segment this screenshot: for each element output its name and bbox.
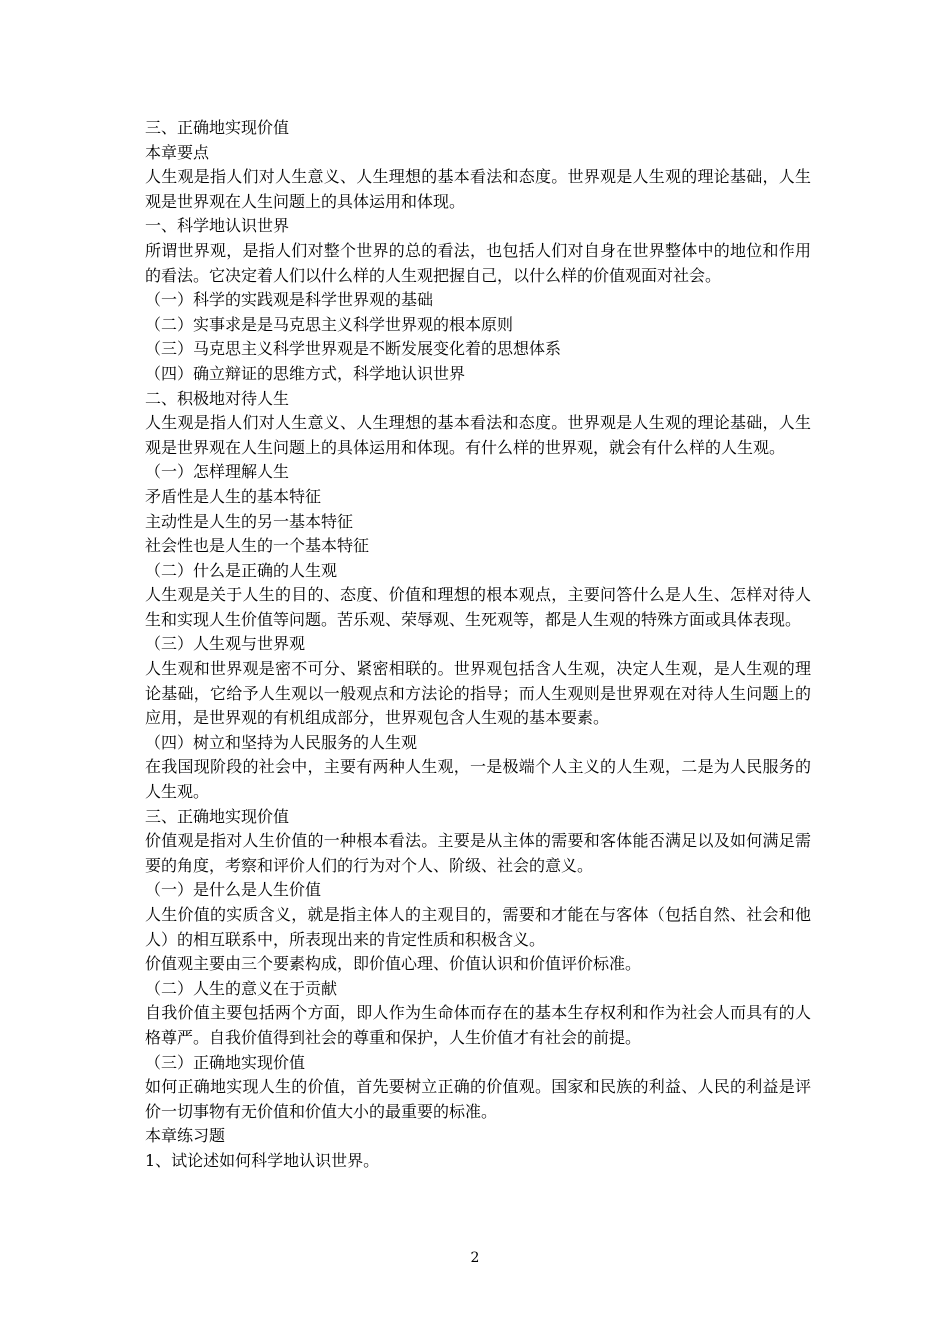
section-heading: 一、科学地认识世界 <box>145 216 290 236</box>
subsection-heading: （三）正确地实现价值 <box>145 1052 306 1072</box>
subsection-heading: （三）人生观与世界观 <box>145 634 306 654</box>
paragraph: 人生价值的实质含义，就是指主体人的主观目的，需要和才能在与客体（包括自然、社会和他人）的相互联系中，所表现出来的肯定性质和积极含义。 <box>145 905 811 949</box>
subsection-heading: （三）马克思主义科学世界观是不断发展变化着的思想体系 <box>145 339 562 359</box>
paragraph: 自我价值主要包括两个方面，即人作为生命体而存在的基本生存权利和作为社会人而具有的人格尊严。自我价值得到社会的尊重和保护，人生价值才有社会的前提。 <box>145 1003 811 1047</box>
text-line: 主动性是人生的另一基本特征 <box>145 511 354 531</box>
paragraph: 所谓世界观，是指人们对整个世界的总的看法，也包括人们对自身在世界整体中的地位和作用的看法。它决定着人们以什么样的人生观把握自己，以什么样的价值观面对社会。 <box>145 240 811 285</box>
document-body <box>145 116 811 1174</box>
subsection-heading: （一）科学的实践观是科学世界观的基础 <box>145 290 434 310</box>
section-heading: 三、正确地实现价值 <box>145 118 290 137</box>
subsection-heading: （四）树立和坚持为人民服务的人生观 <box>145 732 418 752</box>
subsection-heading: （二）人生的意义在于贡献 <box>145 978 338 998</box>
paragraph: 人生观和世界观是密不可分、紧密相联的。世界观包括含人生观，决定人生观，是人生观的理论基础，它给予人生观以一般观点和方法论的指导；而人生观则是世界观在对待人生问题上的应用，是世界观的有机组成部分，世界观包含人生观的基本要素。 <box>145 659 811 728</box>
section-heading: 二、积极地对待人生 <box>145 388 290 408</box>
subsection-heading: （一）怎样理解人生 <box>145 462 290 482</box>
text-line: 矛盾性是人生的基本特征 <box>145 486 322 506</box>
subsection-heading: （四）确立辩证的思维方式，科学地认识世界 <box>145 363 466 383</box>
paragraph: 在我国现阶段的社会中，主要有两种人生观，一是极端个人主义的人生观，二是为人民服务的人生观。 <box>145 757 811 802</box>
exercise-question: 1、试论述如何科学地认识世界。 <box>145 1150 380 1170</box>
subsection-heading: （二）实事求是是马克思主义科学世界观的根本原则 <box>145 314 514 334</box>
text-line: 价值观主要由三个要素构成，即价值心理、价值认识和价值评价标准。 <box>145 954 642 974</box>
paragraph: 人生观是指人们对人生意义、人生理想的基本看法和态度。世界观是人生观的理论基础，人生观是世界观在人生问题上的具体运用和体现。 <box>145 167 811 211</box>
paragraph: 人生观是关于人生的目的、态度、价值和理想的根本观点，主要问答什么是人生、怎样对待人生和实现人生价值等问题。苦乐观、荣辱观、生死观等，都是人生观的特殊方面或具体表现。 <box>145 585 811 629</box>
paragraph: 如何正确地实现人生的价值，首先要树立正确的价值观。国家和民族的利益、人民的利益是评价一切事物有无价值和价值大小的最重要的标准。 <box>145 1077 811 1121</box>
exercises-heading: 本章练习题 <box>145 1126 226 1146</box>
subsection-heading: （二）什么是正确的人生观 <box>145 560 338 580</box>
chapter-key-points-heading: 本章要点 <box>145 142 210 162</box>
page-number: 2 <box>470 1250 480 1266</box>
text-line: 社会性也是人生的一个基本特征 <box>145 536 370 556</box>
subsection-heading: （一）是什么是人生价值 <box>145 880 322 900</box>
paragraph: 人生观是指人们对人生意义、人生理想的基本看法和态度。世界观是人生观的理论基础，人生观是世界观在人生问题上的具体运用和体现。有什么样的世界观，就会有什么样的人生观。 <box>145 413 811 457</box>
section-heading: 三、正确地实现价值 <box>145 806 290 826</box>
paragraph: 价值观是指对人生价值的一种根本看法。主要是从主体的需要和客体能否满足以及如何满足需要的角度，考察和评价人们的行为对个人、阶级、社会的意义。 <box>145 831 811 875</box>
